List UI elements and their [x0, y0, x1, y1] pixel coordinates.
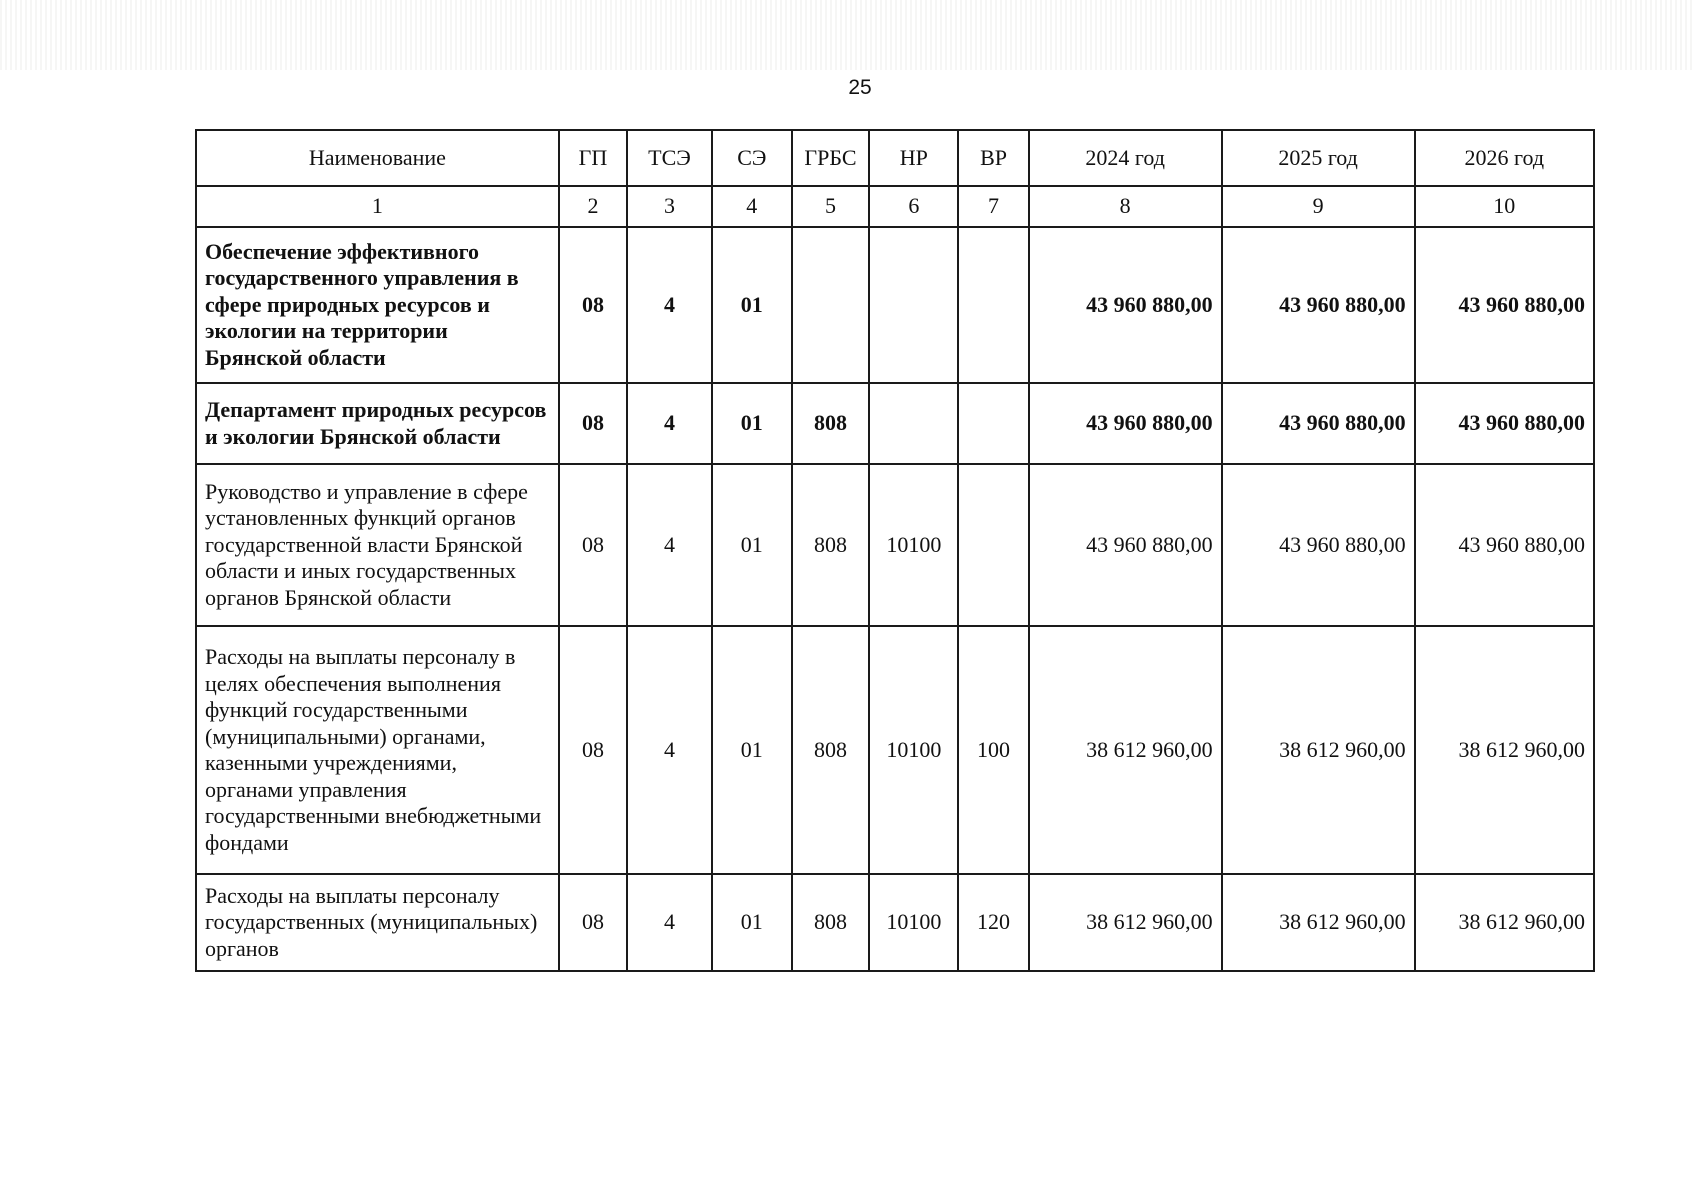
cell-nr: 10100 [869, 626, 958, 874]
cell-tse: 4 [627, 227, 712, 383]
page-number: 25 [848, 76, 872, 99]
cell-2025: 43 960 880,00 [1222, 464, 1415, 626]
cell-se: 01 [712, 227, 792, 383]
column-number: 5 [792, 186, 870, 227]
cell-grbs [792, 227, 870, 383]
column-number-row [196, 186, 1594, 227]
cell-nr: 10100 [869, 464, 958, 626]
header-gp: ГП [559, 130, 627, 186]
cell-gp: 08 [559, 227, 627, 383]
header-tse: ТСЭ [627, 130, 712, 186]
column-number: 7 [958, 186, 1028, 227]
column-number: 2 [559, 186, 627, 227]
cell-2024: 38 612 960,00 [1029, 874, 1222, 971]
cell-se: 01 [712, 383, 792, 464]
column-number: 9 [1222, 186, 1415, 227]
table-row [196, 383, 1594, 464]
cell-2026: 38 612 960,00 [1415, 874, 1594, 971]
row-name: Обеспечение эффективного государственного управления в сфере природных ресурсов и экологии на территории Брянской области [196, 227, 559, 383]
cell-2025: 38 612 960,00 [1222, 626, 1415, 874]
header-se: СЭ [712, 130, 792, 186]
cell-grbs: 808 [792, 383, 870, 464]
cell-se: 01 [712, 874, 792, 971]
cell-nr: 10100 [869, 874, 958, 971]
table-row [196, 626, 1594, 874]
cell-tse: 4 [627, 383, 712, 464]
table-row [196, 464, 1594, 626]
cell-2024: 38 612 960,00 [1029, 626, 1222, 874]
row-name: Расходы на выплаты персоналу в целях обеспечения выполнения функций государственными (муниципальными) органами, казенными учреждениями, органами управления государственными внебюджетными фондами [196, 626, 559, 874]
column-number: 8 [1029, 186, 1222, 227]
cell-grbs: 808 [792, 626, 870, 874]
cell-grbs: 808 [792, 464, 870, 626]
cell-tse: 4 [627, 464, 712, 626]
column-number: 6 [869, 186, 958, 227]
cell-gp: 08 [559, 464, 627, 626]
cell-vr: 100 [958, 626, 1028, 874]
cell-vr [958, 383, 1028, 464]
column-number: 1 [196, 186, 559, 227]
cell-tse: 4 [627, 626, 712, 874]
budget-table [195, 129, 1595, 972]
header-2026: 2026 год [1415, 130, 1594, 186]
cell-2026: 43 960 880,00 [1415, 227, 1594, 383]
cell-2024: 43 960 880,00 [1029, 227, 1222, 383]
cell-gp: 08 [559, 626, 627, 874]
row-name: Департамент природных ресурсов и экологии Брянской области [196, 383, 559, 464]
table-row [196, 227, 1594, 383]
table-header-row [196, 130, 1594, 186]
cell-nr [869, 383, 958, 464]
cell-gp: 08 [559, 874, 627, 971]
cell-2026: 43 960 880,00 [1415, 464, 1594, 626]
cell-vr [958, 464, 1028, 626]
row-name: Руководство и управление в сфере установленных функций органов государственной власти Брянской области и иных государственных органов Брянской области [196, 464, 559, 626]
cell-2026: 43 960 880,00 [1415, 383, 1594, 464]
cell-2025: 43 960 880,00 [1222, 383, 1415, 464]
column-number: 3 [627, 186, 712, 227]
cell-nr [869, 227, 958, 383]
header-vr: ВР [958, 130, 1028, 186]
cell-2025: 38 612 960,00 [1222, 874, 1415, 971]
cell-2026: 38 612 960,00 [1415, 626, 1594, 874]
header-name: Наименование [196, 130, 559, 186]
cell-tse: 4 [627, 874, 712, 971]
cell-vr [958, 227, 1028, 383]
cell-2024: 43 960 880,00 [1029, 464, 1222, 626]
cell-2024: 43 960 880,00 [1029, 383, 1222, 464]
row-name: Расходы на выплаты персоналу государственных (муниципальных) органов [196, 874, 559, 971]
header-2025: 2025 год [1222, 130, 1415, 186]
column-number: 4 [712, 186, 792, 227]
cell-gp: 08 [559, 383, 627, 464]
cell-se: 01 [712, 626, 792, 874]
cell-2025: 43 960 880,00 [1222, 227, 1415, 383]
header-nr: НР [869, 130, 958, 186]
header-grbs: ГРБС [792, 130, 870, 186]
cell-se: 01 [712, 464, 792, 626]
header-2024: 2024 год [1029, 130, 1222, 186]
cell-vr: 120 [958, 874, 1028, 971]
column-number: 10 [1415, 186, 1594, 227]
table-row [196, 874, 1594, 971]
cell-grbs: 808 [792, 874, 870, 971]
